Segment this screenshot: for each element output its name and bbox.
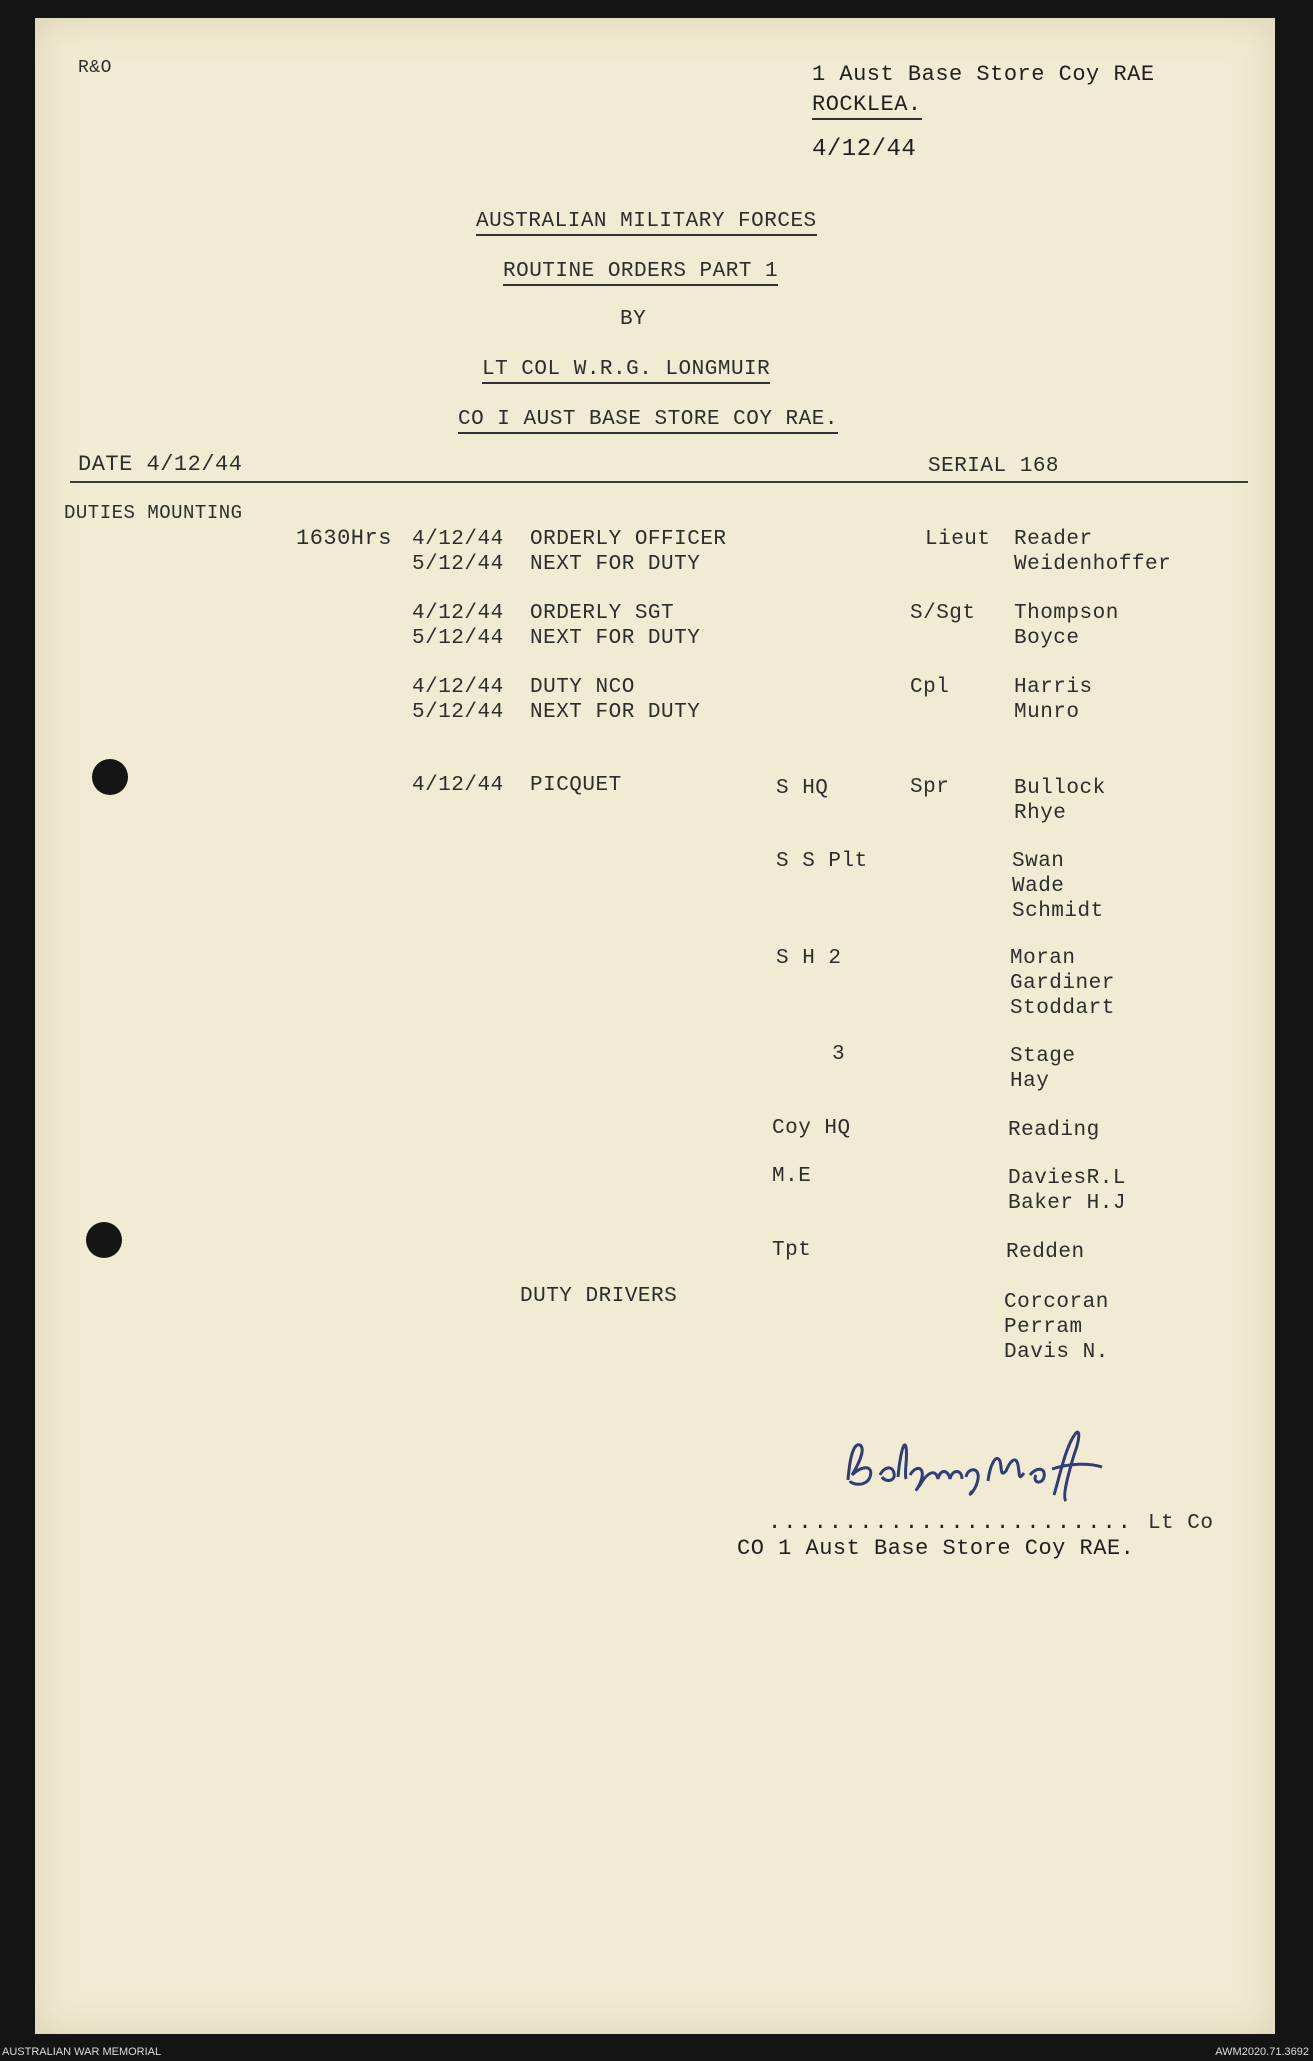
duty-personnel: Thompson Boyce (1014, 602, 1119, 650)
heading-co: CO I AUST BASE STORE COY RAE. (458, 408, 838, 434)
duty-rank: S/Sgt (910, 602, 976, 625)
punch-hole (92, 759, 128, 795)
handwritten-signature (840, 1425, 1150, 1505)
top-date: 4/12/44 (812, 136, 917, 163)
post-personnel: Moran Gardiner Stoddart (1010, 947, 1115, 1020)
post-label: M.E (772, 1165, 812, 1188)
duty-drivers-names: Corcoran Perram Davis N. (1004, 1291, 1109, 1364)
signature-title: CO 1 Aust Base Store Coy RAE. (737, 1536, 1135, 1561)
reference-mark: R&O (78, 58, 112, 78)
picquet-date: 4/12/44 (412, 774, 504, 797)
post-personnel: DaviesR.L Baker H.J (1008, 1167, 1126, 1215)
duty-names: ORDERLY SGT NEXT FOR DUTY (530, 602, 701, 650)
footer-accession: AWM2020.71.3692 (1215, 2046, 1309, 2058)
unit-location: ROCKLEA. (812, 92, 922, 120)
post-label: S H 2 (776, 947, 842, 970)
post-personnel: Reading (1008, 1119, 1100, 1142)
footer-institution: AUSTRALIAN WAR MEMORIAL (2, 2046, 162, 2058)
post-label: S HQ (776, 777, 829, 800)
mounting-time: 1630Hrs (296, 526, 392, 551)
picquet-rank: Spr (910, 776, 950, 799)
duty-rank: Lieut (925, 528, 991, 551)
duty-names: ORDERLY OFFICER NEXT FOR DUTY (530, 528, 727, 576)
order-date: DATE 4/12/44 (78, 452, 243, 477)
duty-names: DUTY NCO NEXT FOR DUTY (530, 676, 701, 724)
duty-drivers-label: DUTY DRIVERS (520, 1285, 678, 1308)
heading-by: BY (620, 308, 647, 331)
signature-dots: ........................ (768, 1510, 1133, 1535)
section-title: DUTIES MOUNTING (64, 502, 243, 524)
post-label: S S Plt (776, 850, 868, 873)
unit-name: 1 Aust Base Store Coy RAE (812, 62, 1155, 87)
duty-rank: Cpl (910, 676, 950, 699)
post-label: Coy HQ (772, 1117, 851, 1140)
duty-dates: 4/12/44 5/12/44 (412, 602, 504, 650)
duty-dates: 4/12/44 5/12/44 (412, 676, 504, 724)
punch-hole (86, 1222, 122, 1258)
picquet-label: PICQUET (530, 774, 622, 797)
post-personnel: Stage Hay (1010, 1045, 1076, 1093)
post-label: 3 (832, 1043, 846, 1066)
heading-orders: ROUTINE ORDERS PART 1 (503, 260, 778, 286)
header-rule (70, 481, 1248, 483)
post-personnel: Redden (1006, 1241, 1085, 1264)
heading-officer: LT COL W.R.G. LONGMUIR (482, 358, 770, 384)
heading-forces: AUSTRALIAN MILITARY FORCES (476, 210, 817, 236)
document-page (35, 18, 1275, 2034)
duty-personnel: Reader Weidenhoffer (1014, 528, 1172, 576)
duty-dates: 4/12/44 5/12/44 (412, 528, 504, 576)
post-personnel: Bullock Rhye (1014, 777, 1106, 825)
signature-rank: Lt Co (1148, 1512, 1214, 1535)
post-personnel: Swan Wade Schmidt (1012, 850, 1104, 923)
post-label: Tpt (772, 1239, 812, 1262)
duty-personnel: Harris Munro (1014, 676, 1093, 724)
serial-number: SERIAL 168 (928, 455, 1060, 478)
